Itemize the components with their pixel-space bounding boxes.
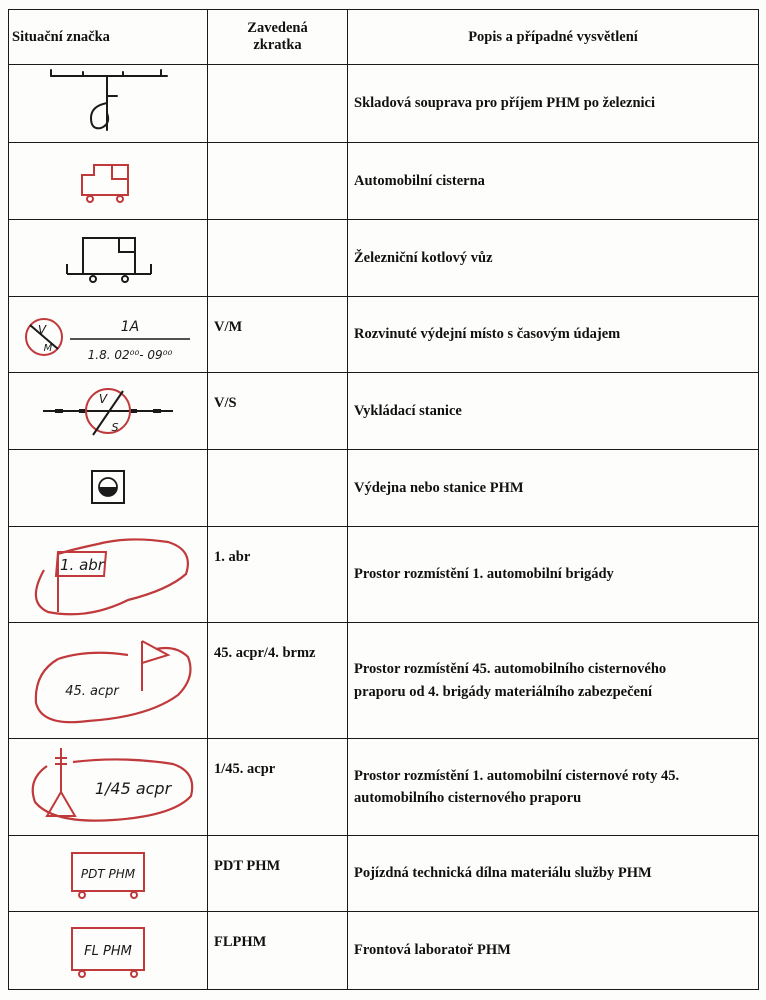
abbr-cell: PDT PHM	[208, 836, 348, 912]
table-row	[9, 373, 759, 450]
desc-cell: Výdejna nebo stanice PHM	[348, 450, 759, 527]
desc-cell	[348, 623, 759, 739]
table-row	[9, 836, 759, 912]
desc-cell: Železniční kotlový vůz	[348, 220, 759, 297]
symbol-cell	[9, 220, 208, 297]
symbol-time-text: 1.8. 02⁰⁰- 09⁰⁰	[87, 347, 173, 362]
symbol-cell	[9, 623, 208, 739]
table-row	[9, 912, 759, 990]
symbol-bottom-letter: S	[111, 421, 119, 434]
abbr-cell: 1/45. acpr	[208, 739, 348, 836]
abbr-cell: V/M	[208, 297, 348, 373]
header-description: Popis a případné vysvětlení	[348, 10, 759, 65]
symbol-unit-label: PDT PHM	[80, 866, 136, 881]
symbol-unit-label: 1/45 acpr	[94, 779, 172, 798]
symbol-cell	[9, 373, 208, 450]
battalion-area-flag-icon	[18, 629, 198, 733]
unloading-station-icon	[33, 379, 183, 443]
header-row	[9, 10, 759, 65]
railway-tank-car-icon	[53, 228, 163, 288]
desc-line1: Prostor rozmístění 45. automobilního cisternového	[354, 661, 667, 678]
header-abbreviation-line2: zkratka	[253, 37, 302, 53]
symbol-cell	[9, 65, 208, 143]
mobile-workshop-icon	[58, 841, 158, 907]
table-row	[9, 297, 759, 373]
desc-cell: Pojízdná technická dílna materiálu služby PHM	[348, 836, 759, 912]
symbol-cell	[9, 912, 208, 990]
symbol-cell	[9, 297, 208, 373]
symbol-top-letter: V	[98, 392, 108, 406]
abbr-cell	[208, 65, 348, 143]
desc-line2: praporu od 4. brigády materiálního zabezpečení	[354, 683, 653, 700]
table-row	[9, 739, 759, 836]
symbols-table	[8, 9, 759, 990]
header-abbreviation-line1: Zavedená	[247, 20, 308, 36]
abbr-cell	[208, 220, 348, 297]
desc-cell	[348, 739, 759, 836]
abbr-cell: V/S	[208, 373, 348, 450]
table-row	[9, 65, 759, 143]
desc-cell: Rozvinuté výdejní místo s časovým údajem	[348, 297, 759, 373]
railway-storage-train-icon	[43, 68, 173, 140]
table-row	[9, 143, 759, 220]
symbol-cell	[9, 143, 208, 220]
symbol-cell	[9, 836, 208, 912]
desc-line1: Prostor rozmístění 1. automobilní cisternové roty 45.	[354, 767, 680, 784]
field-laboratory-icon	[58, 918, 158, 984]
symbol-top-letter: V	[37, 322, 47, 337]
abbr-cell	[208, 143, 348, 220]
desc-cell: Automobilní cisterna	[348, 143, 759, 220]
symbol-cell	[9, 739, 208, 836]
symbol-unit-label: FL PHM	[84, 943, 132, 959]
abbr-cell: 1. abr	[208, 527, 348, 623]
desc-line2: automobilního cisternového praporu	[354, 790, 582, 806]
desc-cell: Skladová souprava pro příjem PHM po železnici	[348, 65, 759, 143]
table-row	[9, 527, 759, 623]
tank-truck-icon	[68, 151, 148, 211]
table-row	[9, 220, 759, 297]
desc-cell: Frontová laboratoř PHM	[348, 912, 759, 990]
symbol-unit-label: 1. abr	[60, 555, 104, 574]
symbol-unit-text: 1A	[120, 318, 140, 335]
abbr-cell: FLPHM	[208, 912, 348, 990]
symbol-unit-label: 45. acpr	[65, 683, 119, 699]
table-row	[9, 450, 759, 527]
fuel-station-icon	[78, 463, 138, 513]
table-row	[9, 623, 759, 739]
abbr-cell: 45. acpr/4. brmz	[208, 623, 348, 739]
brigade-area-flag-icon	[18, 530, 198, 620]
header-symbol: Situační značka	[9, 10, 208, 65]
desc-cell: Prostor rozmístění 1. automobilní brigády	[348, 527, 759, 623]
desc-cell: Vykládací stanice	[348, 373, 759, 450]
abbr-cell	[208, 450, 348, 527]
deployed-dispensing-point-icon	[18, 303, 198, 367]
symbol-cell	[9, 527, 208, 623]
company-area-flag-icon	[13, 742, 203, 832]
header-abbreviation	[208, 10, 348, 65]
symbol-cell	[9, 450, 208, 527]
symbol-bottom-letter: M	[43, 342, 53, 354]
